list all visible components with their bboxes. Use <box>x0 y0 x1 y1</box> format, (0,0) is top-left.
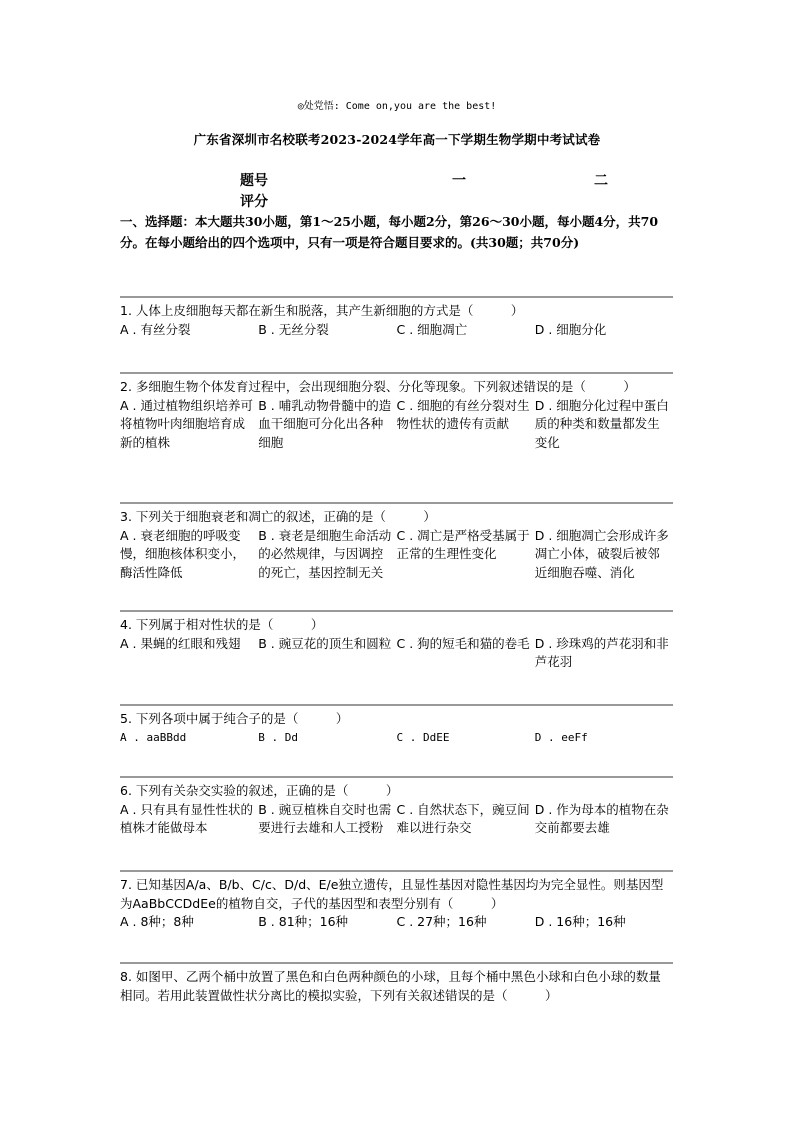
option-a[interactable]: A . 通过植物组织培养可将植物叶肉细胞培育成新的植株 <box>120 397 253 450</box>
option-a[interactable]: A . aaBBdd <box>120 730 187 744</box>
header-note: ◎处党悟: Come on,you are the best! <box>297 101 497 112</box>
option-a[interactable]: A . 衰老细胞的呼吸变慢，细胞核体积变小，酶活性降低 <box>120 527 246 580</box>
option-c[interactable]: C . 狗的短毛和猫的卷毛 <box>396 635 530 651</box>
option-d[interactable]: D . 作为母本的植物在杂交前都要去雄 <box>534 801 669 835</box>
option-b[interactable]: B . 81种；16种 <box>258 914 349 929</box>
option-c[interactable]: C . DdEE <box>396 730 450 744</box>
option-c[interactable]: C . 27种；16种 <box>396 914 487 929</box>
score-label-score: 评分 <box>240 194 268 210</box>
question-stem: 4. 下列属于相对性状的是（ ） <box>120 617 324 632</box>
option-b[interactable]: B . 豌豆花的顶生和圆粒 <box>258 635 392 651</box>
question-stem: 8. 如图甲、乙两个桶中放置了黑色和白色两种颜色的小球，且每个桶中黑色小球和白色小球的数量相同。若用此装置做性状分离比的模拟实验，下列有关叙述错误的是（ ） <box>120 969 661 1003</box>
score-label-question-no: 题号 <box>240 173 268 189</box>
option-a[interactable]: A . 果蝇的红眼和残翅 <box>120 635 241 651</box>
question-stem: 2. 多细胞生物个体发育过程中，会出现细胞分裂、分化等现象。下列叙述错误的是（ ） <box>120 379 636 394</box>
question-stem: 7. 已知基因A/a、B/b、C/c、D/d、E/e独立遗传，且显性基因对隐性基因均为完全显性。则基因型为AaBbCCDdEe的植物自交，子代的基因型和表型分别有（ ） <box>120 877 664 911</box>
question-3 <box>120 502 673 582</box>
question-1 <box>120 296 673 339</box>
option-c[interactable]: C . 凋亡是严格受基属于正常的生理性变化 <box>396 527 530 561</box>
option-b[interactable]: B . 衰老是细胞生命活动的必然规律，与因调控的死亡，基因控制无关 <box>258 527 392 580</box>
question-6 <box>120 776 673 838</box>
option-d[interactable]: D . 16种；16种 <box>534 914 626 929</box>
option-d[interactable]: D . 细胞分化 <box>534 321 607 337</box>
question-stem: 5. 下列各项中属于纯合子的是（ ） <box>120 711 349 726</box>
option-b[interactable]: B . 哺乳动物骨髓中的造血干细胞可分化出各种细胞 <box>258 397 392 450</box>
question-stem: 3. 下列关于细胞衰老和凋亡的叙述，正确的是（ ） <box>120 509 436 524</box>
exam-title: 广东省深圳市名校联考2023-2024学年高一下学期生物学期中考试试卷 <box>193 132 601 147</box>
option-c[interactable]: C . 细胞凋亡 <box>396 321 468 337</box>
option-d[interactable]: D . 珍珠鸡的芦花羽和非芦花羽 <box>534 635 669 669</box>
option-b[interactable]: B . 无丝分裂 <box>258 321 329 337</box>
option-a[interactable]: A . 8种；8种 <box>120 914 194 929</box>
option-d[interactable]: D . 细胞分化过程中蛋白质的种类和数量都发生变化 <box>534 397 669 450</box>
option-d[interactable]: D . eeFf <box>534 730 588 744</box>
option-a[interactable]: A . 有丝分裂 <box>120 321 191 337</box>
option-b[interactable]: B . 豌豆植株自交时也需要进行去雄和人工授粉 <box>258 801 392 835</box>
question-2 <box>120 372 673 452</box>
section-heading: 一、选择题：本大题共30小题，第1～25小题，每小题2分，第26～30小题，每小题4分，共70分。在每小题给出的四个选项中，只有一项是符合题目要求的。(共30题；共70分) <box>120 214 659 250</box>
question-7 <box>120 870 673 932</box>
option-c[interactable]: C . 自然状态下，豌豆间难以进行杂交 <box>396 801 530 835</box>
question-5 <box>120 704 673 747</box>
question-stem: 6. 下列有关杂交实验的叙述，正确的是（ ） <box>120 783 399 798</box>
score-col-1: 一 <box>452 173 466 189</box>
question-stem: 1. 人体上皮细胞每天都在新生和脱落，其产生新细胞的方式是（ ） <box>120 303 524 318</box>
option-b[interactable]: B . Dd <box>258 730 298 744</box>
option-c[interactable]: C . 细胞的有丝分裂对生物性状的遗传有贡献 <box>396 397 530 431</box>
option-a[interactable]: A . 只有具有显性性状的植株才能做母本 <box>120 801 253 835</box>
question-4 <box>120 610 673 672</box>
option-d[interactable]: D . 细胞凋亡会形成许多凋亡小体，破裂后被邻近细胞吞噬、消化 <box>534 527 669 580</box>
question-8 <box>120 962 673 1005</box>
score-col-2: 二 <box>594 173 608 189</box>
